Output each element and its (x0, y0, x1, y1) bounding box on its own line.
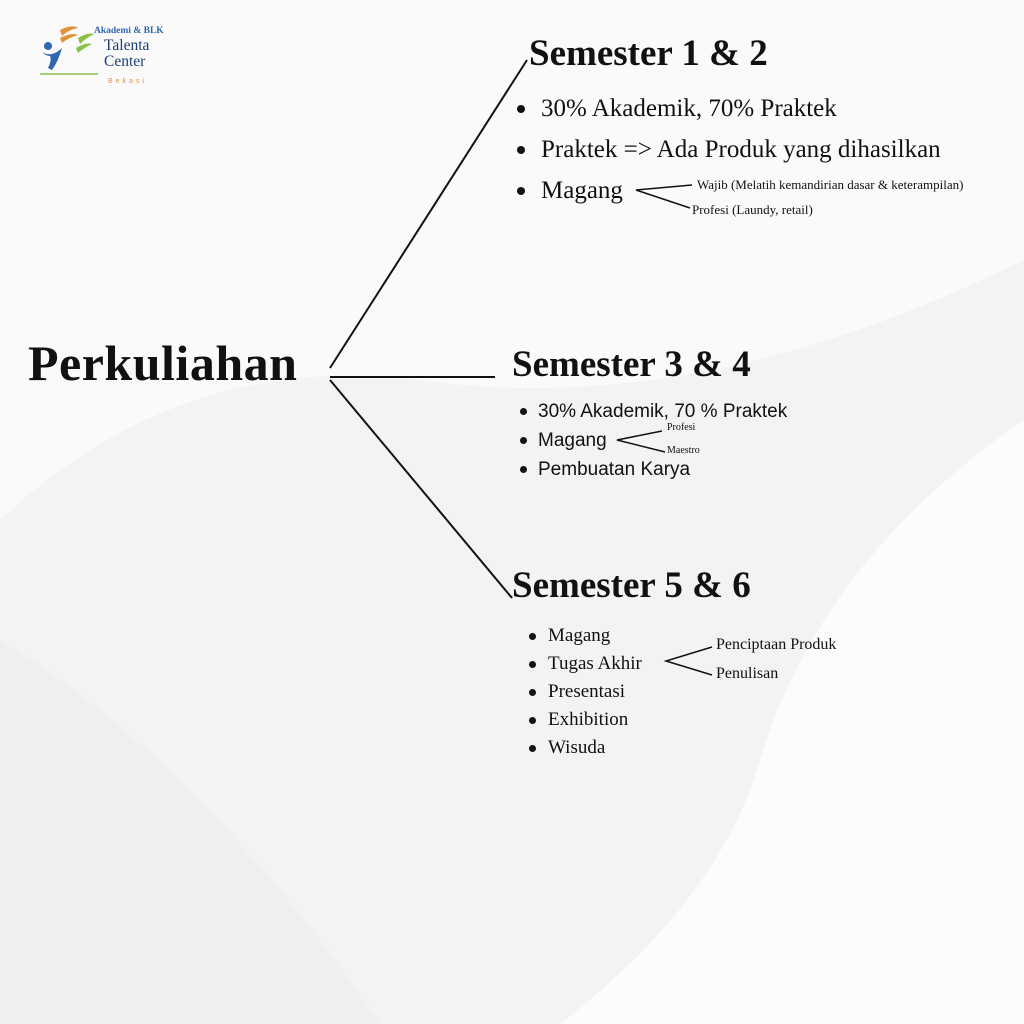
semester-2-heading: Semester 3 & 4 (512, 344, 751, 385)
branch-line-3 (330, 380, 512, 598)
semester-1-heading: Semester 1 & 2 (529, 33, 768, 74)
logo-line2: Talenta (104, 37, 150, 54)
branch-line-1 (330, 60, 527, 368)
bullet (520, 437, 527, 444)
bullet (529, 745, 536, 752)
list-item: Tugas Akhir (529, 650, 642, 678)
list-item: 30% Akademik, 70% Praktek (517, 88, 941, 129)
bullet (520, 408, 527, 415)
bullet (529, 633, 536, 640)
list-item: Exhibition (529, 706, 642, 734)
list-item: Praktek => Ada Produk yang dihasilkan (517, 129, 941, 170)
list-item: Magang (517, 170, 941, 211)
list-item: Magang (529, 622, 642, 650)
bullet (529, 689, 536, 696)
bullet (529, 661, 536, 668)
list-item: Presentasi (529, 678, 642, 706)
semester-2-list (520, 397, 787, 484)
semester-2-branch-2: Maestro (667, 445, 700, 456)
semester-3-heading: Semester 5 & 6 (512, 565, 751, 606)
list-item: 30% Akademik, 70 % Praktek (520, 397, 787, 426)
semester-1-branch-2: Profesi (Laundy, retail) (692, 202, 813, 217)
semester-3-list (529, 622, 642, 762)
semester-2-branch-1: Profesi (667, 422, 696, 433)
semester-3-branch-1: Penciptaan Produk (716, 636, 837, 653)
logo-line1: Akademi & BLK (94, 26, 164, 36)
logo-line3: Center (104, 53, 146, 70)
bullet (520, 466, 527, 473)
bullet (517, 146, 525, 154)
list-item: Wisuda (529, 734, 642, 762)
bullet (517, 105, 525, 113)
logo-line4: Bekasi (108, 78, 148, 85)
list-item: Magang (520, 426, 787, 455)
bullet (517, 187, 525, 195)
semester-3-branch-2: Penulisan (716, 665, 779, 682)
main-title: Perkuliahan (28, 335, 298, 391)
semester-1-branch-1: Wajib (Melatih kemandirian dasar & keterampilan) (697, 177, 964, 192)
bullet (529, 717, 536, 724)
list-item: Pembuatan Karya (520, 455, 787, 484)
s3-fork (666, 647, 712, 675)
